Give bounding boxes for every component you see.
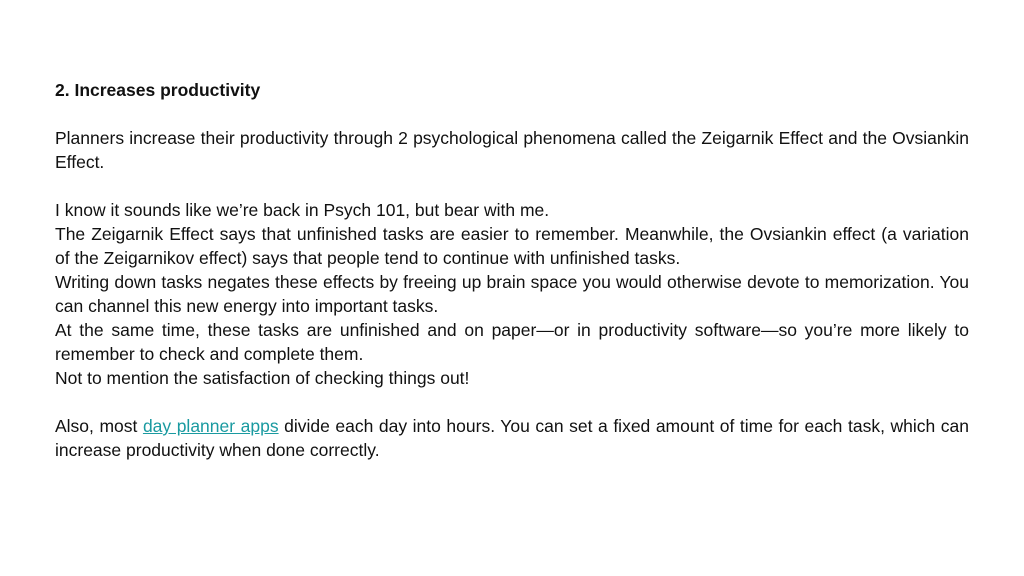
- slide-content: [55, 78, 969, 462]
- paragraph-psych: I know it sounds like we’re back in Psych 101, but bear with me.: [55, 200, 550, 220]
- spacer: [55, 174, 969, 198]
- paragraph-text-after-link: divide each day into hours. You can set a fixed amount of time for each task, which can increase productivity when done correctly.: [55, 416, 969, 460]
- paragraph-planner-apps: [55, 414, 969, 462]
- paragraph-satisfaction: Not to mention the satisfaction of checking things out!: [55, 368, 470, 388]
- day-planner-apps-link[interactable]: day planner apps: [142, 416, 279, 436]
- paragraph-zeigarnik: The Zeigarnik Effect says that unfinished tasks are easier to remember. Meanwhile, the Ovsiankin effect (a variation of the Zeigarnikov effect) says that people tend to continue with unfinished tasks.: [55, 224, 969, 268]
- paragraph-intro: Planners increase their productivity through 2 psychological phenomena called the Zeigarnik Effect and the Ovsiankin Effect.: [55, 128, 969, 172]
- paragraph-text-before-link: Also, most: [55, 416, 143, 436]
- paragraph-unfinished: At the same time, these tasks are unfinished and on paper—or in productivity software—so you’re more likely to remember to check and complete them.: [55, 320, 969, 364]
- spacer: [55, 102, 969, 126]
- section-heading: 2. Increases productivity: [55, 80, 261, 100]
- paragraph-writing-down: Writing down tasks negates these effects by freeing up brain space you would otherwise devote to memorization. You can channel this new energy into important tasks.: [55, 272, 969, 316]
- spacer: [55, 390, 969, 414]
